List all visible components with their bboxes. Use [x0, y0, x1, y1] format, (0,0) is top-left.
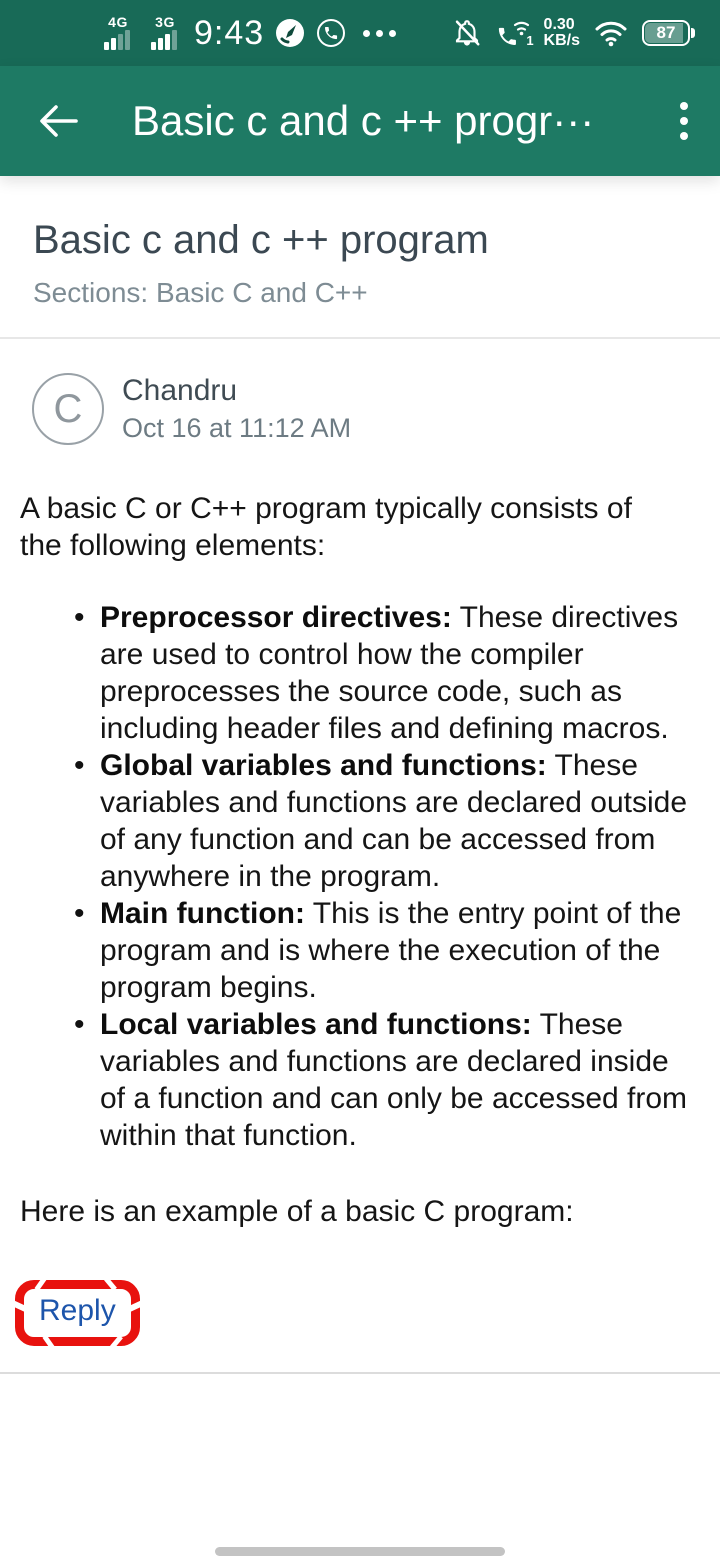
app-bar — [0, 66, 720, 176]
network-speed — [544, 17, 580, 49]
bullet-lead: Local variables and functions: — [100, 1008, 532, 1041]
back-button[interactable] — [36, 103, 80, 139]
list-item — [100, 895, 698, 1006]
more-notifications-icon — [357, 30, 396, 37]
network-speed-value: 0.30 — [543, 16, 575, 33]
list-item — [100, 599, 698, 747]
signal-bars-icon — [104, 30, 132, 50]
bullet-lead: Main function: — [100, 897, 305, 930]
wifi-calling-icon — [495, 17, 534, 49]
bullet-text: This is the entry point of the program and is where the execution of the program begins. — [100, 897, 682, 1004]
post-timestamp: Oct 16 at 11:12 AM — [122, 413, 352, 443]
bullet-lead: Global variables and functions: — [100, 749, 547, 782]
network-speed-unit: KB/s — [543, 32, 580, 49]
overflow-menu-button[interactable] — [674, 95, 694, 148]
sim-number-label: 1 — [526, 33, 534, 48]
post-outro: Here is an example of a basic C program: — [20, 1195, 574, 1228]
whatsapp-notification-icon — [316, 18, 346, 48]
avatar-initial: C — [53, 386, 83, 431]
avatar[interactable] — [32, 373, 104, 445]
home-indicator[interactable] — [215, 1547, 505, 1556]
wifi-icon — [593, 18, 629, 48]
post-title: Basic c and c ++ program — [33, 218, 489, 262]
author-row — [32, 373, 700, 445]
network-4g-label: 4G — [108, 14, 128, 30]
post-intro: A basic C or C++ program typically consists of the following elements: — [20, 492, 632, 562]
clock-time: 9:43 — [194, 13, 265, 52]
network-3g-label: 3G — [155, 14, 175, 30]
status-bar-right — [439, 17, 690, 49]
bullet-text: These directives are used to control how the compiler preprocesses the source code, such as including header files and defining macros. — [100, 601, 679, 745]
post-content[interactable] — [0, 176, 720, 1374]
post-sections: Sections: Basic C and C++ — [33, 277, 368, 308]
compass-notification-icon — [275, 18, 305, 48]
reply-button[interactable]: Reply — [39, 1294, 116, 1327]
bell-muted-icon — [452, 18, 482, 48]
signal-bars-icon — [151, 30, 179, 50]
bullet-lead: Preprocessor directives: — [100, 601, 452, 634]
status-bar[interactable] — [0, 0, 720, 66]
bullet-text: These variables and functions are declared outside of any function and can be accessed from anywhere in the program. — [100, 749, 688, 893]
annotation-highlight — [15, 1280, 140, 1346]
battery-percent: 87 — [656, 23, 676, 42]
battery-icon — [642, 20, 690, 46]
status-bar-left — [100, 14, 407, 53]
signal-3g-icon — [147, 16, 183, 50]
signal-4g-icon — [100, 16, 136, 50]
list-item — [100, 1006, 698, 1154]
divider — [0, 1372, 720, 1374]
author-meta — [122, 374, 351, 444]
divider — [0, 337, 720, 339]
app-bar-title: Basic c and c ++ progr··· — [132, 97, 595, 144]
list-item — [100, 747, 698, 895]
author-name: Chandru — [122, 374, 238, 407]
bullet-list — [0, 599, 698, 1154]
bullet-text: These variables and functions are declared inside of a function and can only be accessed from within that function. — [100, 1008, 688, 1152]
